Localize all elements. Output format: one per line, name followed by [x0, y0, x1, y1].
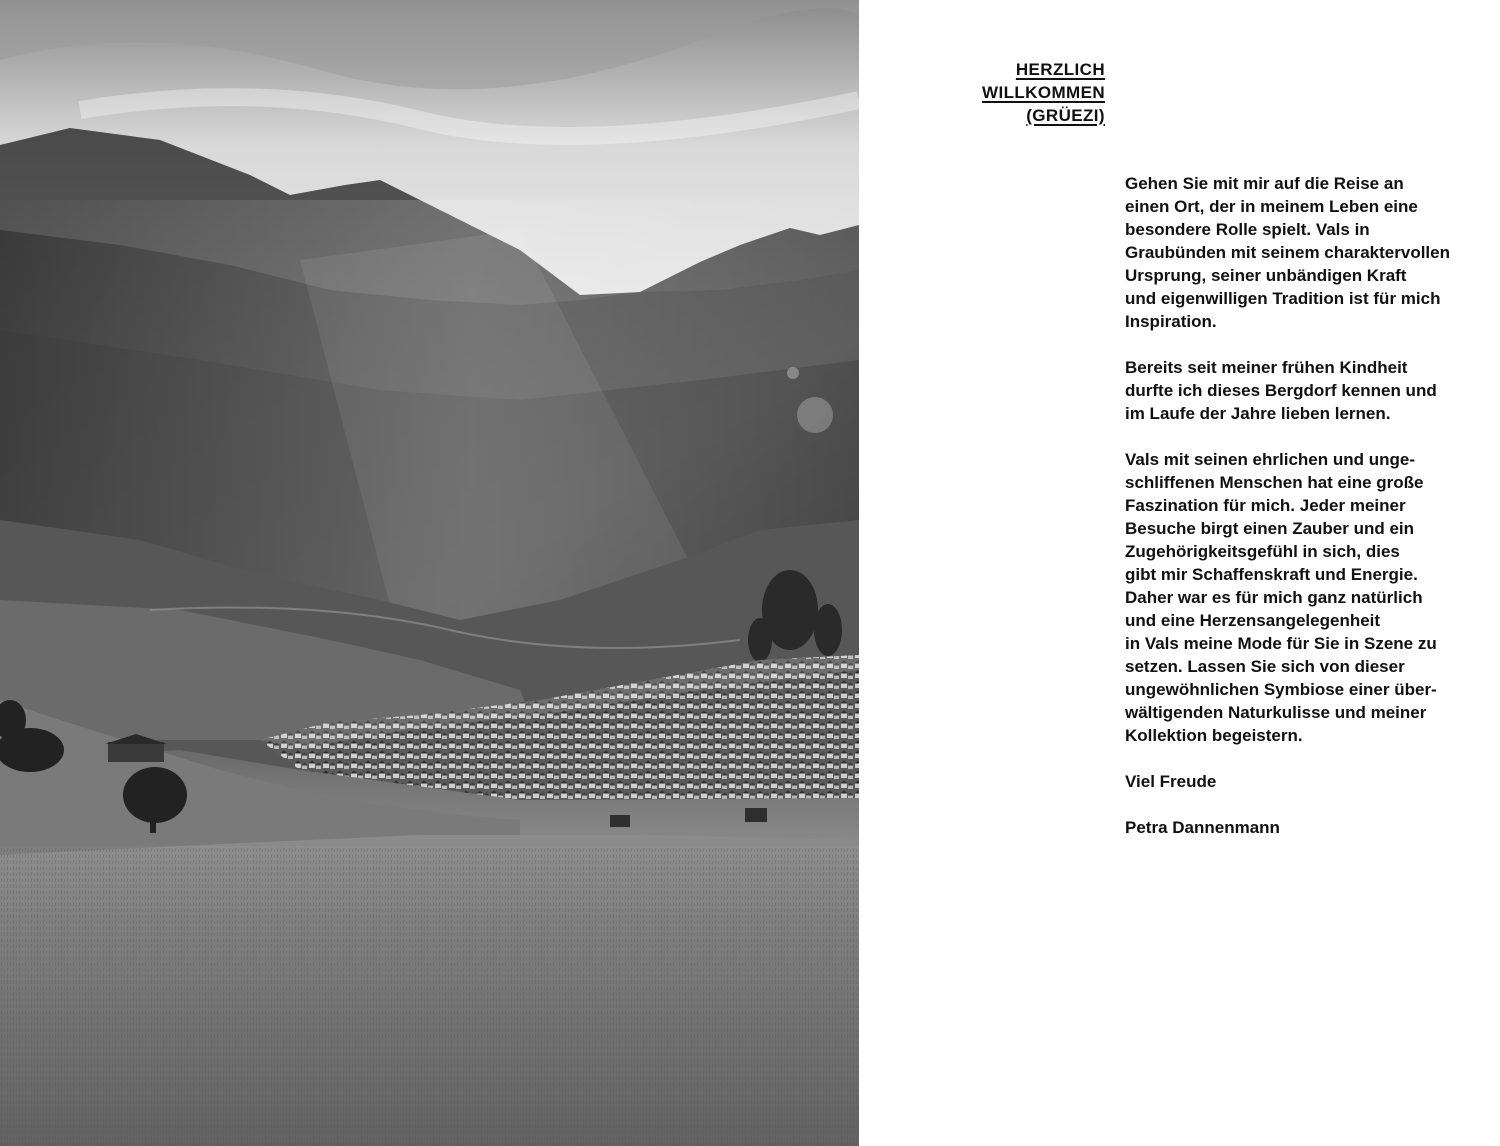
heading-line: WILLKOMMEN	[982, 83, 1105, 102]
text-line: und eine Herzensangelegenheit	[1125, 611, 1381, 630]
text-line: wältigenden Naturkulisse und meiner	[1125, 703, 1427, 722]
text-line: in Vals meine Mode für Sie in Szene zu	[1125, 634, 1437, 653]
text-line: Kollektion begeistern.	[1125, 726, 1303, 745]
page-heading	[960, 58, 1105, 127]
paragraph	[1125, 356, 1485, 425]
text-line: Inspiration.	[1125, 312, 1217, 331]
signature	[1125, 816, 1485, 839]
text-line: Viel Freude	[1125, 772, 1217, 791]
welcome-text	[1125, 172, 1485, 862]
text-line: Ursprung, seiner unbändigen Kraft	[1125, 266, 1407, 285]
heading-line: HERZLICH	[1015, 60, 1105, 79]
text-line: Daher war es für mich ganz natürlich	[1125, 588, 1423, 607]
text-line: Besuche birgt einen Zauber und ein	[1125, 519, 1415, 538]
text-line: ungewöhnlichen Symbiose einer über-	[1125, 680, 1437, 699]
paragraph	[1125, 448, 1485, 747]
heading-line: (GRÜEZI)	[1026, 106, 1105, 125]
paragraph	[1125, 172, 1485, 333]
text-line: Bereits seit meiner frühen Kindheit	[1125, 358, 1408, 377]
text-line: Faszination für mich. Jeder meiner	[1125, 496, 1406, 515]
text-line: Petra Dannenmann	[1125, 818, 1280, 837]
text-line: im Laufe der Jahre lieben lernen.	[1125, 404, 1391, 423]
text-line: Zugehörigkeitsgefühl in sich, dies	[1125, 542, 1400, 561]
text-line: und eigenwilligen Tradition ist für mich	[1125, 289, 1441, 308]
text-line: Gehen Sie mit mir auf die Reise an	[1125, 174, 1404, 193]
text-line: besondere Rolle spielt. Vals in	[1125, 220, 1370, 239]
text-line: gibt mir Schaffenskraft und Energie.	[1125, 565, 1418, 584]
text-line: Graubünden mit seinem charaktervollen	[1125, 243, 1450, 262]
text-line: einen Ort, der in meinem Leben eine	[1125, 197, 1418, 216]
text-line: durfte ich dieses Bergdorf kennen und	[1125, 381, 1437, 400]
text-line: Vals mit seinen ehrlichen und unge-	[1125, 450, 1416, 469]
text-line: setzen. Lassen Sie sich von dieser	[1125, 657, 1405, 676]
closing-greeting	[1125, 770, 1485, 793]
text-line: schliffenen Menschen hat eine große	[1125, 473, 1424, 492]
